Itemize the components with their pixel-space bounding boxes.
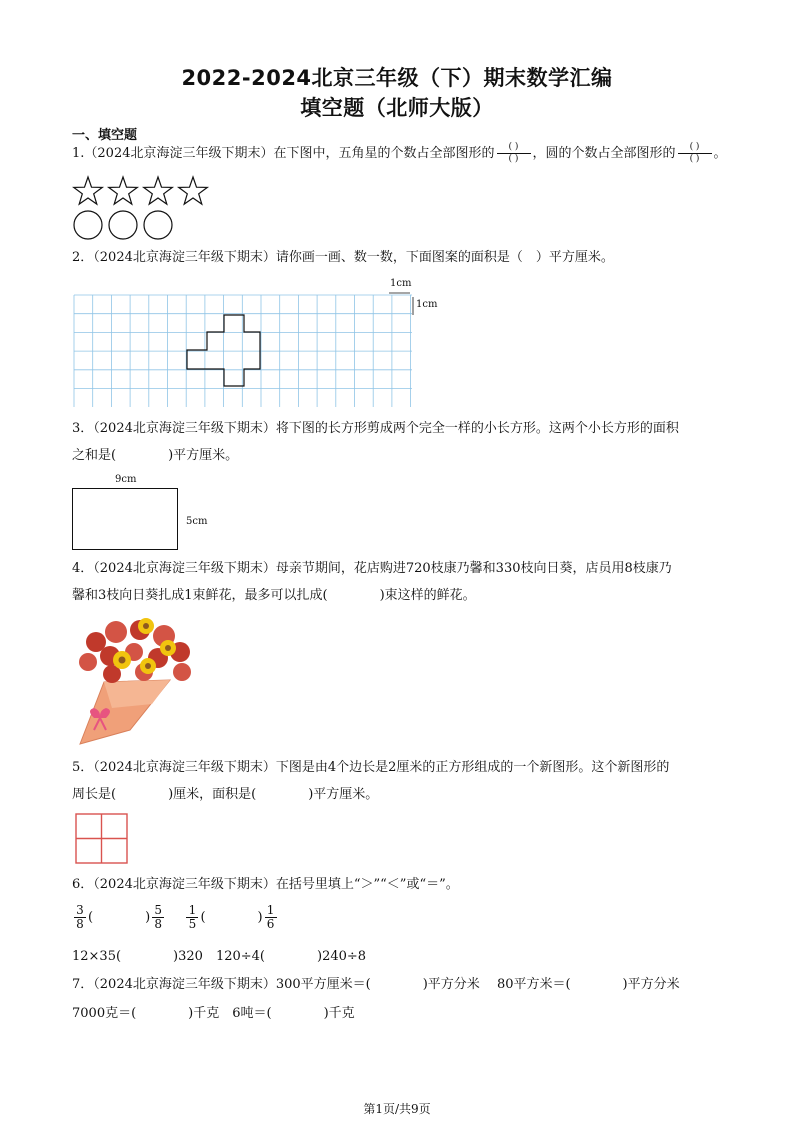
rectangle-figure [72, 488, 178, 550]
four-squares-figure [75, 813, 129, 865]
question-1-text-a: 1.（2024北京海淀三年级下期末）在下图中，五角星的个数占全部图形的 [72, 146, 495, 161]
circle-icon [109, 211, 137, 239]
fraction-blank-circles[interactable]: $\frac{( )}{( )}$ [678, 142, 712, 165]
section-heading: 一、填空题 [72, 128, 138, 143]
page-title-line1: 2022-2024北京三年级（下）期末数学汇编 [181, 66, 613, 90]
compare-expression-b[interactable]: 120÷4( )240÷8 [215, 949, 367, 964]
compare-blank[interactable]: ( ) [88, 910, 151, 925]
question-6-row2 [72, 946, 366, 968]
fraction-3-8: $\frac{3}{8}$ [74, 904, 86, 931]
star-icon [74, 177, 103, 204]
unit-height-label: 1cm [416, 299, 438, 310]
question-6-row1 [72, 904, 279, 931]
grid-figure [72, 287, 417, 409]
question-3-line1: 3．（2024北京海淀三年级下期末）将下图的长方形剪成两个完全一样的小长方形。这两个小长方形的面积 [72, 421, 679, 436]
question-7-line2: 7000克＝( )千克 6吨＝( )千克 [72, 1006, 355, 1021]
question-5-line2: 周长是( )厘米，面积是( )平方厘米。 [72, 787, 379, 802]
page-number: 第1页/共9页 [363, 1102, 431, 1116]
star-icon [179, 177, 208, 204]
fraction-blank-stars[interactable]: $\frac{( )}{( )}$ [497, 142, 531, 165]
question-7-line1: 7．（2024北京海淀三年级下期末）300平方厘米＝( )平方分米 80平方米＝( )平方分米 [72, 977, 680, 992]
compare-blank[interactable]: ( ) [200, 910, 263, 925]
fraction-1-6: $\frac{1}{6}$ [265, 904, 277, 931]
unit-width-label: 1cm [390, 278, 412, 289]
question-3-line2: 之和是( )平方厘米。 [72, 448, 239, 463]
question-6: 6．（2024北京海淀三年级下期末）在括号里填上“＞”“＜”或“＝”。 [72, 877, 459, 892]
flower-bouquet-image [72, 612, 196, 750]
page-title-line2: 填空题（北师大版） [300, 96, 494, 120]
circle-icon [74, 211, 102, 239]
rect-width-label: 9cm [115, 474, 137, 485]
question-4-line1: 4．（2024北京海淀三年级下期末）母亲节期间，花店购进720枝康乃馨和330枝向日葵，店员用8枝康乃 [72, 561, 672, 576]
question-2: 2．（2024北京海淀三年级下期末）请你画一画、数一数，下面图案的面积是（ ）平方厘米。 [72, 250, 614, 265]
question-1-text-b: ，圆的个数占全部图形的 [532, 146, 676, 161]
star-icon [109, 177, 138, 204]
circle-icon [144, 211, 172, 239]
shapes-figure [72, 175, 222, 243]
fraction-1-5: $\frac{1}{5}$ [186, 904, 198, 931]
star-icon [144, 177, 173, 204]
question-4-line2: 馨和3枝向日葵扎成1束鲜花，最多可以扎成( )束这样的鲜花。 [72, 588, 476, 603]
fraction-5-8: $\frac{5}{8}$ [152, 904, 164, 931]
compare-expression-a[interactable]: 12×35( )320 [72, 949, 203, 964]
rect-height-label: 5cm [186, 516, 208, 527]
question-1: 1.（2024北京海淀三年级下期末）在下图中，五角星的个数占全部图形的 $\frac{( )}{( )}$ ，圆的个数占全部图形的 $\frac{( )}{( )}$ 。 [72, 142, 727, 164]
question-5-line1: 5．（2024北京海淀三年级下期末）下图是由4个边长是2厘米的正方形组成的一个新图形。这个新图形的 [72, 760, 670, 775]
